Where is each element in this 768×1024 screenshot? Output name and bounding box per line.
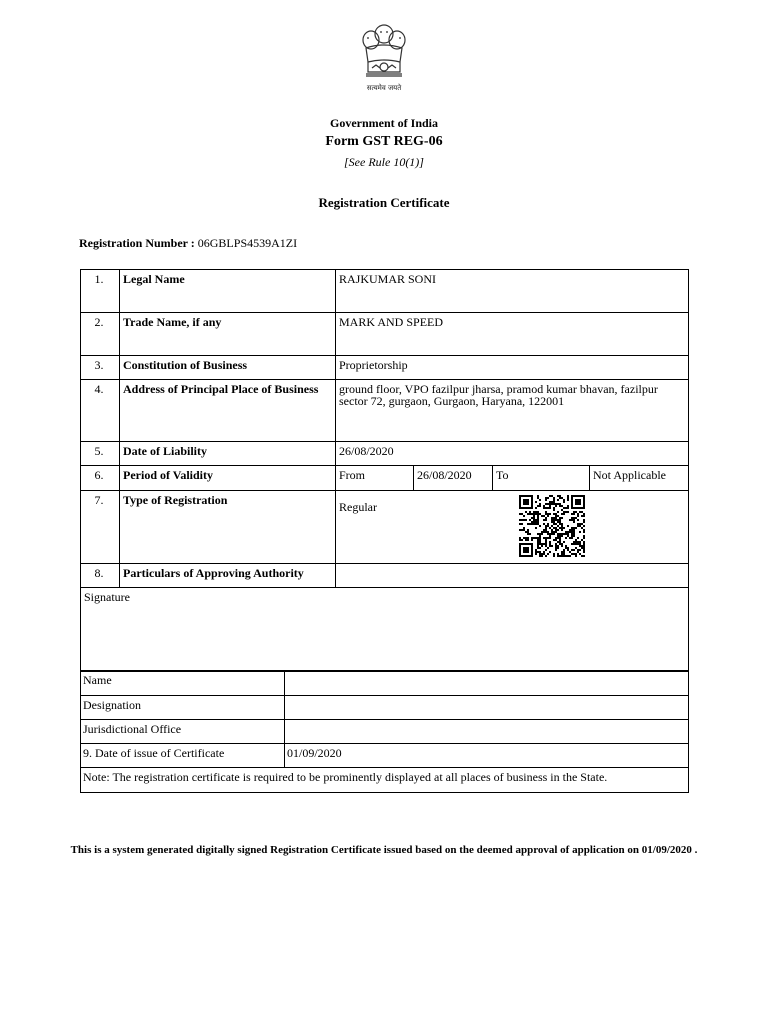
row-number: 4.: [81, 380, 120, 442]
authority-table: [80, 670, 689, 793]
row-number: 6.: [81, 466, 120, 491]
table-row: [81, 270, 689, 313]
table-row: [81, 442, 689, 466]
jurisdictional-office-label: Jurisdictional Office: [81, 720, 285, 744]
constitution-value: Proprietorship: [336, 356, 689, 380]
national-emblem-logo: [348, 18, 420, 96]
display-note: Note: The registration certificate is required to be prominently displayed at all places of business in the State.: [81, 768, 689, 793]
validity-to-value: Not Applicable: [590, 466, 689, 491]
registration-type-cell: [336, 491, 689, 564]
row-number: 3.: [81, 356, 120, 380]
address-value: ground floor, VPO fazilpur jharsa, pramod kumar bhavan, fazilpur sector 72, gurgaon, Gurgaon, Haryana, 122001: [336, 380, 689, 442]
row-number: 1.: [81, 270, 120, 313]
qr-code-icon: [519, 495, 585, 557]
designation-label: Designation: [81, 696, 285, 720]
row-label: Legal Name: [120, 270, 336, 313]
table-row: [81, 671, 689, 696]
emblem-caption: सत्यमेव जयते: [366, 84, 402, 92]
issue-date-label: 9. Date of issue of Certificate: [81, 744, 285, 768]
certificate-title: Registration Certificate: [318, 195, 450, 210]
approving-authority-value: [336, 564, 689, 588]
row-number: 5.: [81, 442, 120, 466]
table-row: [81, 588, 689, 672]
name-label: Name: [81, 671, 285, 696]
signature-cell: Signature: [81, 588, 689, 672]
table-row: [81, 356, 689, 380]
registration-details-table: [80, 269, 689, 672]
table-row: [81, 768, 689, 793]
registration-type-value: Regular: [339, 500, 377, 514]
table-row: [81, 380, 689, 442]
validity-from-label: From: [336, 466, 414, 491]
row-label: Address of Principal Place of Business: [120, 380, 336, 442]
table-row: [81, 744, 689, 768]
designation-value: [285, 696, 689, 720]
registration-number-line: [79, 236, 297, 251]
row-number: 7.: [81, 491, 120, 564]
row-label: Particulars of Approving Authority: [120, 564, 336, 588]
table-row: [81, 491, 689, 564]
system-generated-footer: This is a system generated digitally signed Registration Certificate issued based on the deemed approval of application on 01/09/2020 .: [70, 844, 698, 856]
liability-date-value: 26/08/2020: [336, 442, 689, 466]
name-value: [285, 671, 689, 696]
row-label: Type of Registration: [120, 491, 336, 564]
table-row: [81, 313, 689, 356]
validity-to-label: To: [493, 466, 590, 491]
row-label: Period of Validity: [120, 466, 336, 491]
jurisdictional-office-value: [285, 720, 689, 744]
row-number: 2.: [81, 313, 120, 356]
table-row: [81, 466, 689, 491]
registration-number-value: 06GBLPS4539A1ZI: [197, 236, 298, 250]
table-row: [81, 696, 689, 720]
rule-reference: [See Rule 10(1)]: [344, 155, 424, 169]
government-heading: Government of India: [330, 116, 438, 130]
row-number: 8.: [81, 564, 120, 588]
issue-date-value: 01/09/2020: [285, 744, 689, 768]
validity-from-value: 26/08/2020: [414, 466, 493, 491]
row-label: Constitution of Business: [120, 356, 336, 380]
legal-name-value: RAJKUMAR SONI: [336, 270, 689, 313]
registration-number-label: Registration Number :: [79, 236, 195, 250]
row-label: Trade Name, if any: [120, 313, 336, 356]
trade-name-value: MARK AND SPEED: [336, 313, 689, 356]
table-row: [81, 564, 689, 588]
row-label: Date of Liability: [120, 442, 336, 466]
form-title: Form GST REG-06: [325, 134, 443, 149]
table-row: [81, 720, 689, 744]
